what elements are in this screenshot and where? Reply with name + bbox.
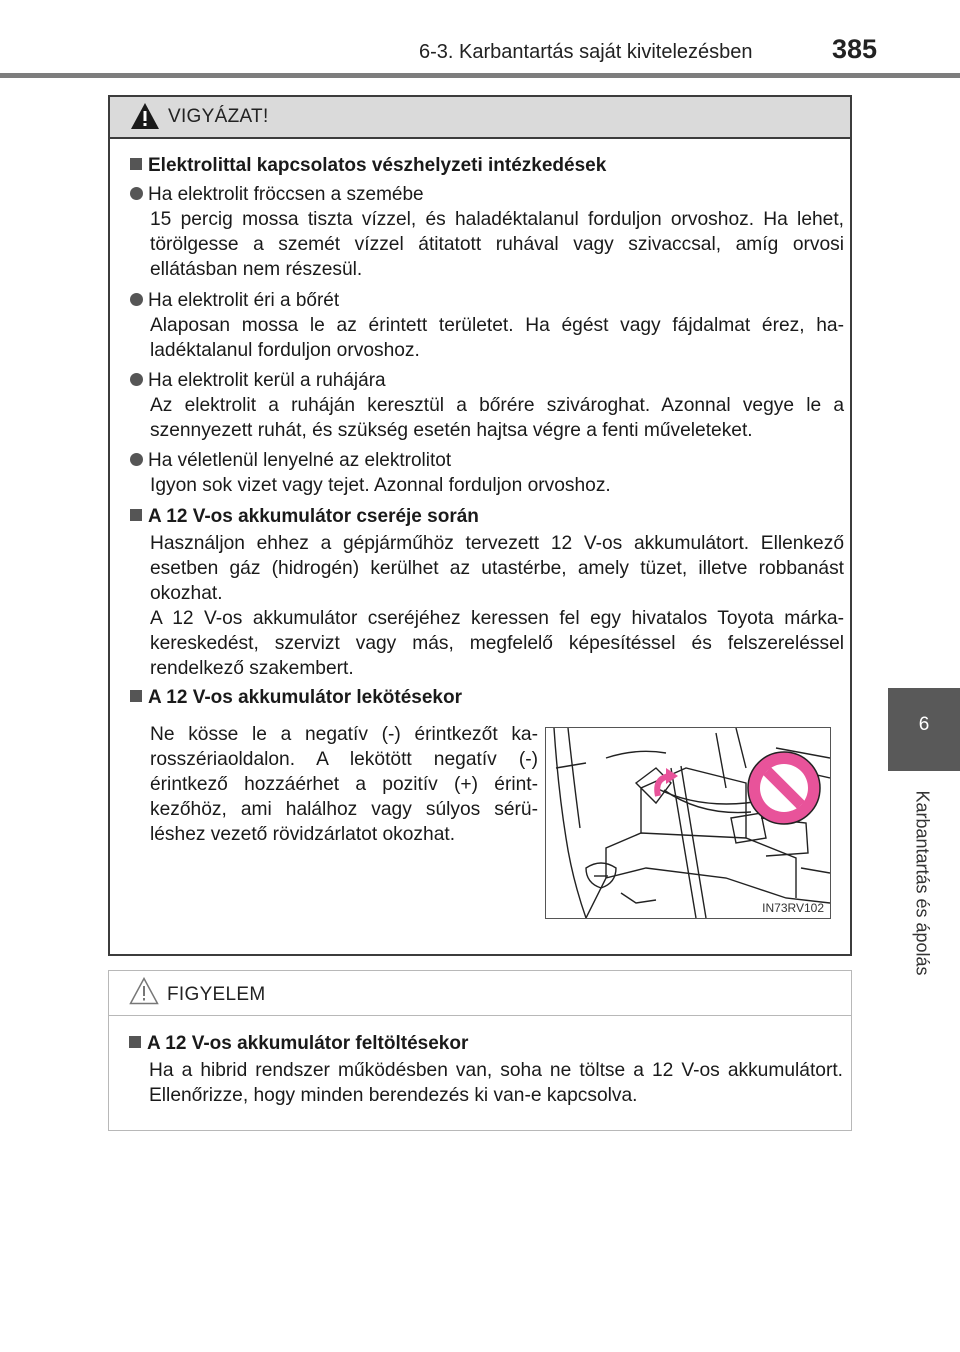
round-bullet-icon <box>130 453 143 466</box>
bullet-item-title: Ha elektrolit kerül a ruhájára <box>130 370 386 392</box>
warning-triangle-icon <box>130 102 160 130</box>
section-body: Használjon ehhez a gépjárműhöz tervezett 12 V-os akkumulátort. Ellenkező esetben gáz (hidrogén) kerülhet az utastérbe, amely tüzet, illetve robbanást okozhat. <box>150 533 844 604</box>
warning-box <box>108 95 852 956</box>
section-title: A 12 V-os akkumulátor lekötésekor <box>130 687 462 709</box>
page-number: 385 <box>832 34 878 64</box>
illustration-code: IN73RV102 <box>762 901 824 915</box>
bullet-item-body: Igyon sok vizet vagy tejet. Azonnal forduljon orvoshoz. <box>150 475 611 496</box>
round-bullet-icon <box>130 187 143 200</box>
square-bullet-icon <box>130 158 142 170</box>
battery-illustration <box>545 727 831 919</box>
chapter-tab-number: 6 <box>918 714 930 735</box>
section-title: Elektrolittal kapcsolatos vészhelyzeti intézkedések <box>130 155 606 177</box>
section-body: A 12 V-os akkumulátor cseréjéhez keressen fel egy hivatalos Toyota márkakereskedést, szervizt vagy más, megfelelő képesítéssel és felszereléssel rendelkező szakembert. <box>150 608 844 679</box>
bullet-item-body: 15 percig mossa tiszta vízzel, és haladéktalanul forduljon orvoshoz. Ha lehet, törölgesse a szemét vízzel átitatott ruhával vagy szivaccsal, amíg orvosi ellátásban nem részesül. <box>150 209 844 280</box>
square-bullet-icon <box>130 509 142 521</box>
bullet-item-title: Ha véletlenül lenyelné az elektrolitot <box>130 450 451 472</box>
section-title: A 12 V-os akkumulátor cseréje során <box>130 506 479 528</box>
section-title: A 12 V-os akkumulátor feltöltésekor <box>129 1033 468 1055</box>
bullet-item-body: Az elektrolit a ruháján keresztül a bőrére szivároghat. Azonnal vegye le a szennyezett ruhát, és szükség esetén hajtsa végre a fenti műveleteket. <box>150 395 844 441</box>
round-bullet-icon <box>130 293 143 306</box>
section-body: Ne kösse le a negatív (-) érintkezőt karosszériaoldalon. A lekötött negatív (-) érintkező hozzáérhet a pozitív (+) érintkezőhöz, ami halálhoz vagy súlyos sérüléshez vezető rövidzárlatot okozhat. <box>150 724 538 845</box>
chapter-title: 6-3. Karbantartás saját kivitelezésben <box>419 41 753 63</box>
bullet-item-title: Ha elektrolit fröccsen a szemébe <box>130 184 424 206</box>
chapter-side-label-text: Karbantartás és ápolás <box>912 790 933 976</box>
bullet-item-body: Alaposan mossa le az érintett területet. Ha égést vagy fájdalmat érez, haladéktalanul forduljon orvoshoz. <box>150 315 844 361</box>
chapter-tab <box>888 688 960 771</box>
bullet-item-title: Ha elektrolit éri a bőrét <box>130 290 339 312</box>
battery-terminal-drawing <box>546 728 830 918</box>
notice-heading: FIGYELEM <box>167 984 266 1005</box>
section-body: Ha a hibrid rendszer működésben van, soha ne töltse a 12 V-os akkumulátort. Ellenőrizze, hogy minden berendezés ki van-e kapcsolva. <box>149 1060 843 1106</box>
warning-header <box>110 97 850 139</box>
prohibition-icon <box>748 752 820 824</box>
round-bullet-icon <box>130 373 143 386</box>
warning-heading: VIGYÁZAT! <box>168 106 269 127</box>
page-header <box>0 0 960 80</box>
square-bullet-icon <box>130 690 142 702</box>
square-bullet-icon <box>129 1036 141 1048</box>
notice-box <box>108 970 852 1131</box>
header-rule <box>0 73 960 78</box>
notice-header <box>109 971 851 1016</box>
caution-triangle-icon <box>129 977 159 1005</box>
chapter-side-label <box>872 778 960 988</box>
